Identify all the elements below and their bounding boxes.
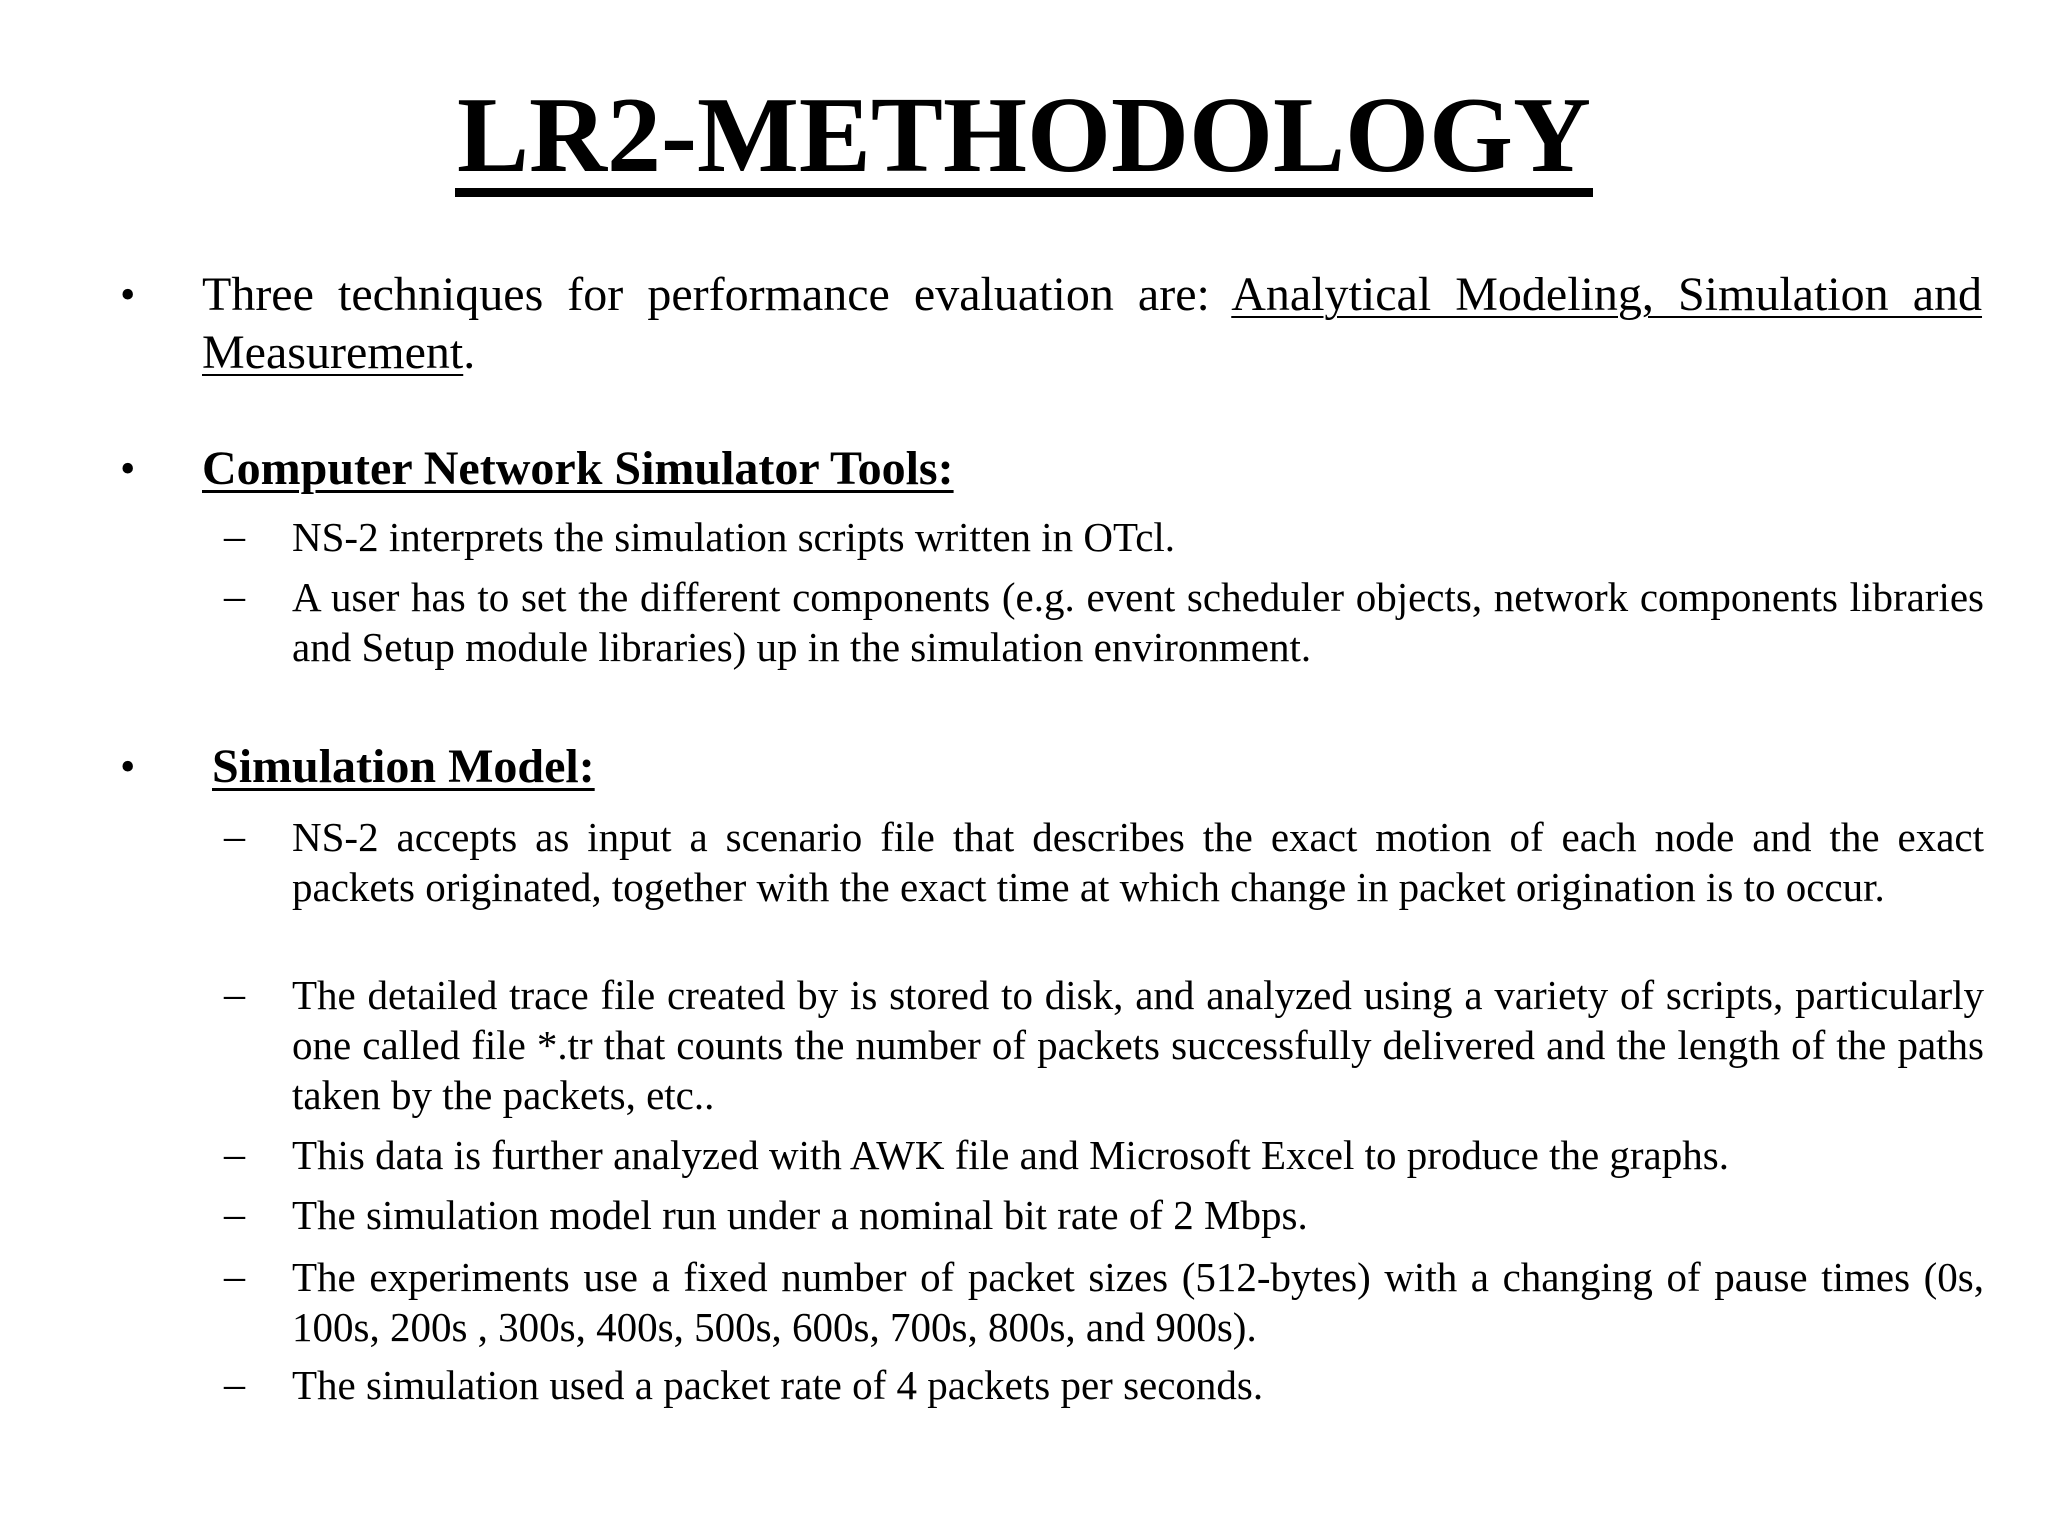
intro-text: Three techniques for performance evaluation are: xyxy=(202,268,1232,321)
dash-marker: – xyxy=(224,514,245,560)
model-item: The simulation used a packet rate of 4 packets per seconds. xyxy=(292,1362,1264,1408)
model-item: The detailed trace file created by is stored to disk, and analyzed using a variety of scripts, particularly one called file *.tr that counts the number of packets successfully delivered and the length of the paths taken by the packets, etc.. xyxy=(292,972,1984,1118)
model-item: The simulation model run under a nominal bit rate of 2 Mbps. xyxy=(292,1192,1308,1238)
dash-marker: – xyxy=(224,972,245,1018)
intro-period: . xyxy=(463,326,476,379)
bullet-marker: • xyxy=(120,270,136,319)
dash-marker: – xyxy=(224,1192,245,1238)
dash-marker: – xyxy=(224,814,245,860)
tools-section xyxy=(202,440,1982,498)
dash-marker: – xyxy=(224,1254,245,1300)
tools-item: NS-2 interprets the simulation scripts written in OTcl. xyxy=(292,514,1176,560)
model-heading: Simulation Model: xyxy=(212,740,595,793)
intro-underlined-techniques: Analytical Modeling, Simulation and Measurement xyxy=(202,268,1983,379)
bullet-marker: • xyxy=(120,444,136,493)
slide-title-text: LR2-METHODOLOGY xyxy=(456,76,1592,195)
dash-marker: – xyxy=(224,1132,245,1178)
model-item: NS-2 accepts as input a scenario file that describes the exact motion of each node and the exact packets originated, together with the exact time at which change in packet origination is to occur. xyxy=(292,814,1984,910)
model-item: This data is further analyzed with AWK file and Microsoft Excel to produce the graphs. xyxy=(292,1132,1729,1178)
tools-item: A user has to set the different components (e.g. event scheduler objects, network components libraries and Setup module libraries) up in the simulation environment. xyxy=(292,574,1984,670)
slide-title xyxy=(0,76,2048,197)
dash-marker: – xyxy=(224,574,245,620)
bullet-marker: • xyxy=(120,742,136,791)
tools-heading: Computer Network Simulator Tools: xyxy=(202,442,954,495)
model-section xyxy=(212,738,1992,796)
dash-marker: – xyxy=(224,1362,245,1408)
model-item: The experiments use a fixed number of packet sizes (512-bytes) with a changing of pause times (0s, 100s, 200s , 300s, 400s, 500s, 600s, 700s, 800s, and 900s). xyxy=(292,1254,1984,1350)
intro-bullet xyxy=(202,266,1982,382)
